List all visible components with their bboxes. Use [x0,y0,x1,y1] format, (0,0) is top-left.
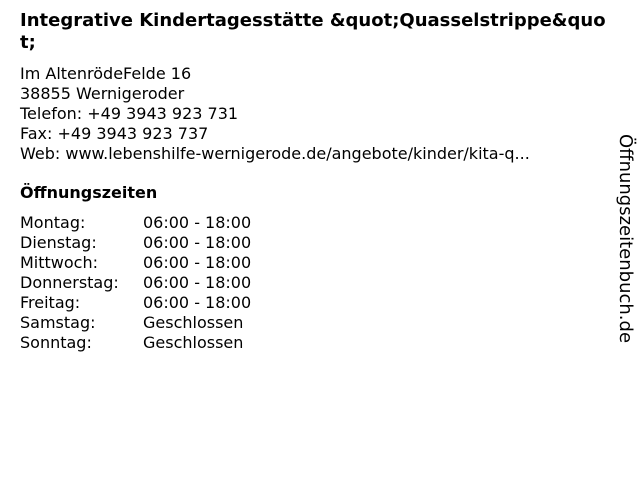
business-title: Integrative Kindertagesstätte &quot;Quasselstrippe&quot; [20,10,606,53]
contact-block [20,64,530,164]
day-label: Montag: [20,213,86,232]
time-value: 06:00 - 18:00 [143,253,252,272]
hours-row-tuesday [20,233,251,253]
opening-hours-heading: Öffnungszeiten [20,183,158,202]
hours-row-wednesday [20,253,251,273]
hours-row-monday [20,213,251,233]
hours-row-saturday [20,313,251,333]
opening-hours-table [20,213,251,353]
website-link: Web: www.lebenshilfe-wernigerode.de/angebote/kinder/kita-q... [20,144,530,163]
time-value: Geschlossen [143,333,244,352]
hours-row-sunday [20,333,251,353]
time-value: Geschlossen [143,313,244,332]
brand-watermark: Öffnungszeitenbuch.de [615,134,636,344]
time-value: 06:00 - 18:00 [143,233,252,252]
day-label: Freitag: [20,293,81,312]
hours-row-thursday [20,273,251,293]
day-label: Mittwoch: [20,253,98,272]
fax-number: Fax: +49 3943 923 737 [20,124,209,143]
day-label: Samstag: [20,313,96,332]
day-label: Sonntag: [20,333,92,352]
street-address: Im AltenrödeFelde 16 [20,64,192,83]
time-value: 06:00 - 18:00 [143,213,252,232]
phone-number: Telefon: +49 3943 923 731 [20,104,239,123]
time-value: 06:00 - 18:00 [143,293,252,312]
day-label: Dienstag: [20,233,97,252]
city-address: 38855 Wernigeroder [20,84,185,103]
time-value: 06:00 - 18:00 [143,273,252,292]
hours-row-friday [20,293,251,313]
day-label: Donnerstag: [20,273,119,292]
